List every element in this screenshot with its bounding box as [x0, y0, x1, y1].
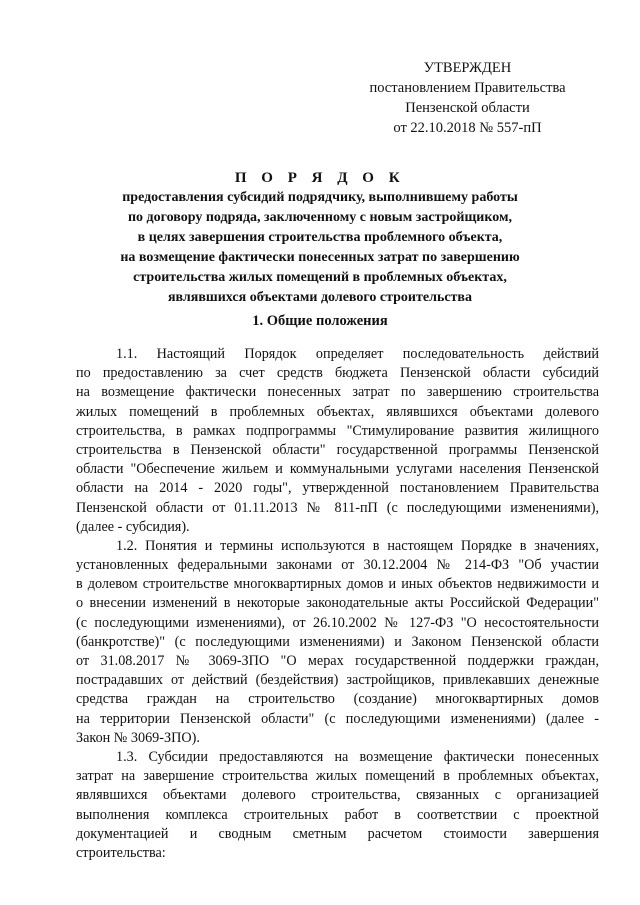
text-line: являвшихся объектами долевого строительства, связанных с организацией	[76, 787, 599, 804]
subtitle-line: в целях завершения строительства проблемного объекта,	[137, 230, 503, 245]
document-title: П О Р Я Д О К	[234, 170, 406, 186]
paragraph-1-3	[76, 748, 599, 863]
text-line: 1.3. Субсидии предоставляются на возмещение фактически понесенных	[116, 748, 599, 765]
text-line: Закон № 3069-ЗПО).	[76, 729, 200, 746]
document-subtitle	[80, 188, 560, 308]
approval-line: Пензенской области	[405, 100, 530, 116]
section-heading: 1. Общие положения	[252, 313, 388, 329]
document-body	[76, 345, 599, 863]
text-line: области на 2014 - 2020 годы", утвержденной постановлением Правительства	[76, 480, 599, 497]
text-line: средства граждан на строительство (создание) многоквартирных домов	[76, 691, 599, 708]
text-line: документацией и сводным сметным расчетом стоимости завершения	[76, 825, 599, 842]
text-line: о внесении изменений в некоторые законодательные акты Российской Федерации"	[76, 595, 599, 612]
paragraph-1-2	[76, 537, 599, 748]
subtitle-line: предоставления субсидий подрядчику, выполнившему работы	[122, 190, 518, 205]
approval-stamp	[360, 58, 575, 138]
text-line: от 31.08.2017 № 3069-ЗПО "О мерах государственной поддержки граждан,	[76, 653, 599, 669]
text-line: по предоставлению за счет средств бюджета Пензенской области субсидий	[76, 365, 599, 382]
text-line: выполнения комплекса строительных работ в соответствии с проектной	[76, 806, 599, 823]
text-line: на территории Пензенской области" (с последующими изменениями) (далее -	[76, 710, 599, 727]
text-line: затрат на завершение строительства жилых помещений в проблемных объектах,	[76, 768, 599, 785]
subtitle-line: на возмещение фактически понесенных затрат по завершению	[120, 250, 520, 265]
text-line: строительства в Пензенской области" государственной программы Пензенской	[76, 441, 599, 458]
text-line: 1.1. Настоящий Порядок определяет последовательность действий	[116, 346, 599, 362]
text-line: пострадавших от действий (бездействия) застройщиков, привлекавших денежные	[76, 672, 599, 689]
text-line: установленных федеральными законами от 30.12.2004 № 214-ФЗ "Об участии	[76, 557, 599, 574]
text-line: (далее - субсидия).	[76, 518, 190, 535]
text-line: строительства:	[76, 844, 166, 861]
subtitle-line: являвшихся объектами долевого строительства	[167, 290, 472, 305]
subtitle-line: по договору подряда, заключенному с новым застройщиком,	[127, 210, 513, 225]
text-line: в долевом строительстве многоквартирных домов и иных объектов недвижимости и	[76, 576, 599, 593]
text-line: на возмещение фактически понесенных затрат по завершению строительства	[76, 384, 599, 401]
text-line: Пензенской области от 01.11.2013 № 811-пП (с последующими изменениями),	[76, 499, 599, 516]
paragraph-1-1	[76, 345, 599, 537]
text-line: строительства, в рамках подпрограммы "Стимулирование развития жилищного	[76, 422, 599, 439]
text-line: (с последующими изменениями), от 26.10.2002 № 127-ФЗ "О несостоятельности	[76, 614, 599, 631]
approval-line: постановлением Правительства	[369, 80, 566, 96]
subtitle-line: строительства жилых помещений в проблемных объектах,	[133, 270, 507, 285]
approval-line: УТВЕРЖДЕН	[423, 60, 512, 76]
text-line: области "Обеспечение жильем и коммунальными услугами населения Пензенской	[76, 461, 599, 478]
text-line: жилых помещений в проблемных объектах, являвшихся объектами долевого	[76, 403, 599, 420]
text-line: (банкротстве)" (с последующими изменениями) и Законом Пензенской области	[76, 633, 599, 650]
text-line: 1.2. Понятия и термины используются в настоящем Порядке в значениях,	[116, 537, 599, 554]
approval-line: от 22.10.2018 № 557-пП	[393, 120, 542, 136]
